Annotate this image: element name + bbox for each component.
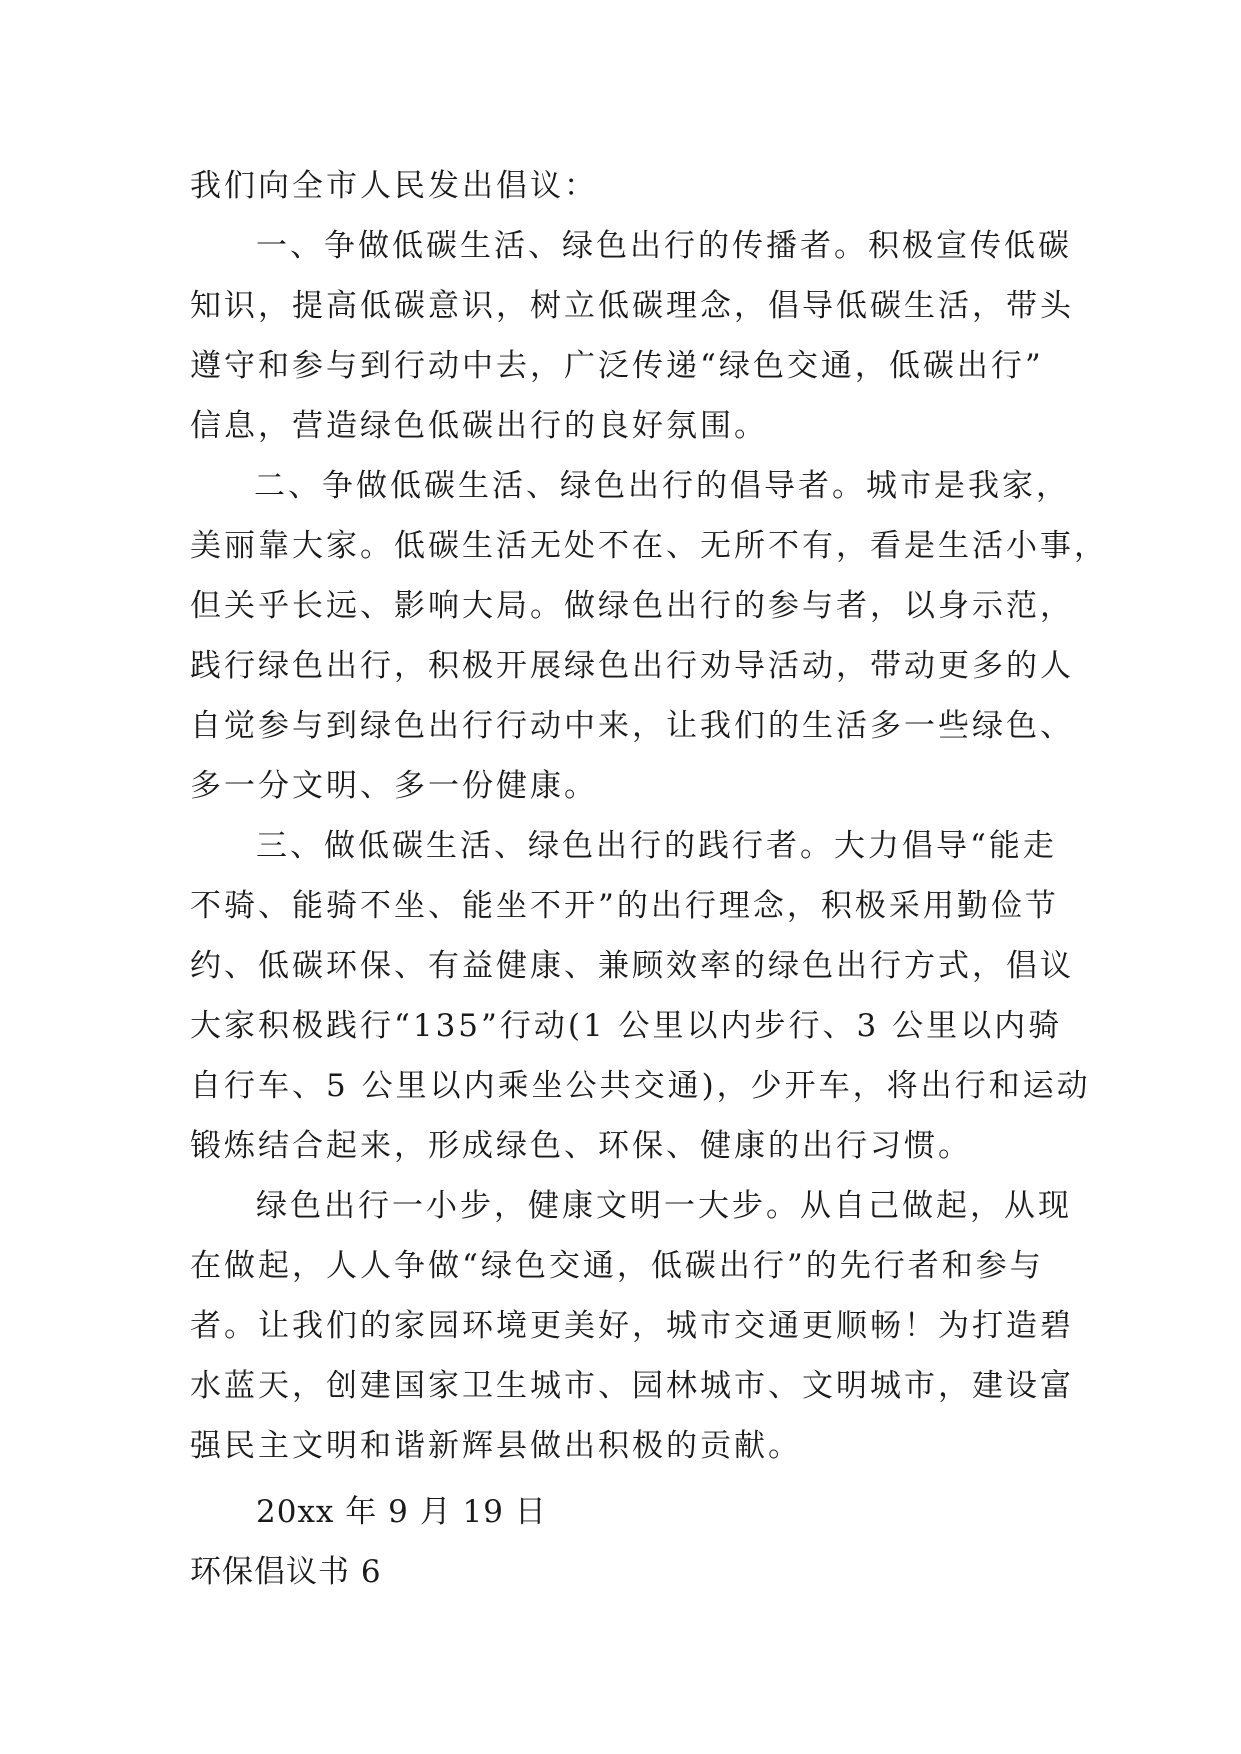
paragraph-1-line-3: 遵守和参与到行动中去，广泛传递“绿色交通，低碳出行” [190,348,1044,384]
date-line: 20xx 年 9 月 19 日 [256,1494,547,1530]
paragraph-2-line-5: 自觉参与到绿色出行行动中来，让我们的生活多一些绿色、 [190,708,1074,744]
paragraph-2-line-6: 多一分文明、多一份健康。 [190,768,598,804]
paragraph-3-line-6: 锻炼结合起来，形成绿色、环保、健康的出行习惯。 [190,1128,972,1164]
paragraph-2-line-2: 美丽靠大家。低碳生活无处不在、无所不有，看是生活小事， [190,528,1108,564]
paragraph-3-line-5: 自行车、5 公里以内乘坐公共交通)，少开车，将出行和运动 [190,1068,1091,1104]
paragraph-4-line-2: 在做起，人人争做“绿色交通，低碳出行”的先行者和参与 [190,1248,1044,1284]
paragraph-4-line-4: 水蓝天，创建国家卫生城市、园林城市、文明城市，建设富 [190,1368,1074,1404]
paragraph-4-line-3: 者。让我们的家园环境更美好，城市交通更顺畅！为打造碧 [190,1308,1074,1344]
paragraph-2-line-4: 践行绿色出行，积极开展绿色出行劝导活动，带动更多的人 [190,648,1074,684]
next-section-title: 环保倡议书 6 [190,1554,382,1590]
paragraph-1-line-1: 一、争做低碳生活、绿色出行的传播者。积极宣传低碳 [256,228,1072,264]
paragraph-3-line-4: 大家积极践行“135”行动(1 公里以内步行、3 公里以内骑 [190,1008,1063,1044]
paragraph-3-line-1: 三、做低碳生活、绿色出行的践行者。大力倡导“能走 [256,828,1057,864]
intro-line: 我们向全市人民发出倡议： [190,168,598,204]
paragraph-3-line-2: 不骑、能骑不坐、能坐不开”的出行理念，积极采用勤俭节 [190,888,1059,924]
paragraph-4-line-1: 绿色出行一小步，健康文明一大步。从自己做起，从现 [256,1188,1072,1224]
paragraph-1-line-4: 信息，营造绿色低碳出行的良好氛围。 [190,408,768,444]
paragraph-4-line-5: 强民主文明和谐新辉县做出积极的贡献。 [190,1428,802,1464]
paragraph-2-line-3: 但关乎长远、影响大局。做绿色出行的参与者，以身示范， [190,588,1074,624]
paragraph-1-line-2: 知识，提高低碳意识，树立低碳理念，倡导低碳生活，带头 [190,288,1074,324]
paragraph-2-line-1: 二、争做低碳生活、绿色出行的倡导者。城市是我家， [254,468,1070,504]
paragraph-3-line-3: 约、低碳环保、有益健康、兼顾效率的绿色出行方式，倡议 [190,948,1074,984]
